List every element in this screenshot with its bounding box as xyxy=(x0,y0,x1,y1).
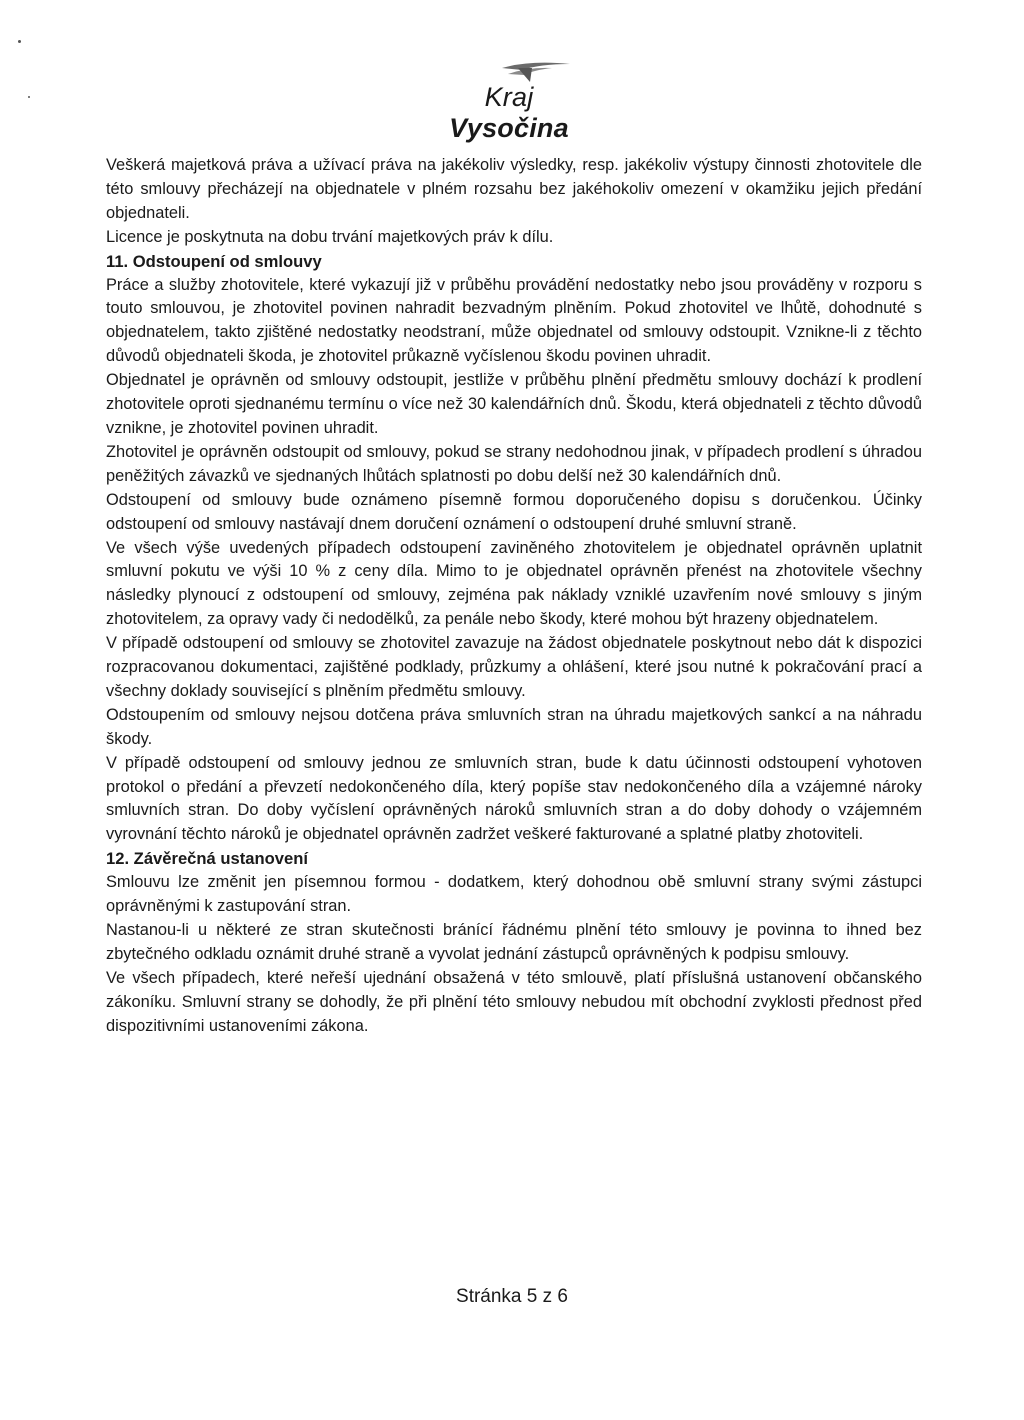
section-11-heading: 11. Odstoupení od smlouvy xyxy=(106,251,322,271)
page-number: Stránka 5 z 6 xyxy=(456,1286,568,1307)
section-11-paragraph: Zhotovitel je oprávněn odstoupit od smlouvy, pokud se strany nedohodnou jinak, v případech prodlení s úhradou peněžitých závazků ve sjednaných lhůtách splatnosti po dobu delší než 30 kalendářních dnů. xyxy=(106,442,922,485)
scan-speck xyxy=(18,40,21,43)
logo-kraj: Kraj xyxy=(484,82,534,112)
scan-speck xyxy=(28,96,30,98)
section-11-paragraph: V případě odstoupení od smlouvy jednou ze smluvních stran, bude k datu účinnosti odstoupení vyhotoven protokol o předání a převzetí nedokončeného díla, který popíše stav nedokončeného díla a vzájemné nároky smluvních stran. Do doby vyčíslení oprávněných nároků smluvních stran a do doby dohody o vzájemném vyrovnání těchto nároků je objednatel oprávněn zadržet veškeré fakturované a splatné platby zhotoviteli. xyxy=(106,753,922,844)
section-11-paragraph: Ve všech výše uvedených případech odstoupení zaviněného zhotovitelem je objednatel oprávněn uplatnit smluvní pokutu ve výši 10 % z ceny díla. Mimo to je objednatel oprávněn přenést na zhotovitele všechny následky plynoucí z odstoupení od smlouvy, zejména pak náklady vzniklé uzavřením nové smlouvy s jiným zhotovitelem, za opravy vady či nedodělků, za penále nebo škody, které mohou být hrazeny objednatelem. xyxy=(106,538,922,629)
section-11-paragraph: Odstoupením od smlouvy nejsou dotčena práva smluvních stran na úhradu majetkových sankcí a na náhradu škody. xyxy=(106,705,922,748)
section-12-heading: 12. Závěrečná ustanovení xyxy=(106,849,308,869)
document-body xyxy=(106,154,922,1039)
logo-vysocina: Vysočina xyxy=(449,113,569,143)
logo-wordmark xyxy=(424,82,594,144)
section-11-paragraph: V případě odstoupení od smlouvy se zhotovitel zavazuje na žádost objednatele poskytnout nebo dát k dispozici rozpracovanou dokumentaci, zajištěné podklady, průzkumy a ohlášení, které jsou nutné k pokračování prací a všechny doklady související s plněním předmětu smlouvy. xyxy=(106,634,922,700)
section-11-paragraph: Odstoupení od smlouvy bude oznámeno písemně formou doporučeného dopisu s doručenkou. Účinky odstoupení od smlouvy nastávají dnem doručení oznámení o odstoupení druhé smluvní straně. xyxy=(106,490,922,533)
intro-paragraph: Veškerá majetková práva a užívací práva na jakékoliv výsledky, resp. jakékoliv výstupy činnosti zhotovitele dle této smlouvy přecházejí na objednatele v plném rozsahu bez jakéhokoliv omezení v okamžiku jejich předání objednateli. xyxy=(106,156,922,222)
section-12-paragraph: Nastanou-li u některé ze stran skutečnosti bránící řádnému plnění této smlouvy je povinna to ihned bez zbytečného odkladu oznámit druhé straně a vyvolat jednání zástupců oprávněných k podpisu smlouvy. xyxy=(106,921,922,963)
section-12-paragraph: Smlouvu lze změnit jen písemnou formou - dodatkem, který dohodnou obě smluvní strany svými zástupci oprávněnými k zastupování stran. xyxy=(106,873,922,916)
section-11-paragraph: Práce a služby zhotovitele, které vykazují již v průběhu provádění nedostatky nebo jsou prováděny v rozporu s touto smlouvou, je zhotovitel povinen nahradit bezvadným plněním. Pokud zhotovitel ve lhůtě, dohodnuté s objednatelem, takto zjištěné nedostatky neodstraní, může objednatel od smlouvy odstoupit. Vznikne-li z těchto důvodů objednateli škoda, je zhotovitel průkazně vyčíslenou škodu povinen uhradit. xyxy=(106,275,922,366)
kraj-vysocina-logo-icon xyxy=(500,58,572,84)
intro-paragraph: Licence je poskytnuta na dobu trvání majetkových práv k dílu. xyxy=(106,227,554,246)
section-11-paragraph: Objednatel je oprávněn od smlouvy odstoupit, jestliže v průběhu plnění předmětu smlouvy dochází k prodlení zhotovitele oproti sjednanému termínu o více než 30 kalendářních dnů. Škodu, která objednateli z těchto důvodů vznikne, je zhotovitel povinen uhradit. xyxy=(106,371,922,437)
section-12-paragraph: Ve všech případech, které neřeší ujednání obsažená v této smlouvě, platí příslušná ustanovení občanského zákoníku. Smluvní strany se dohodly, že při plnění této smlouvy nebudou mít obchodní zvyklosti přednost před dispozitivními ustanoveními zákona. xyxy=(106,968,922,1035)
kraj-vysocina-logo xyxy=(424,52,594,143)
